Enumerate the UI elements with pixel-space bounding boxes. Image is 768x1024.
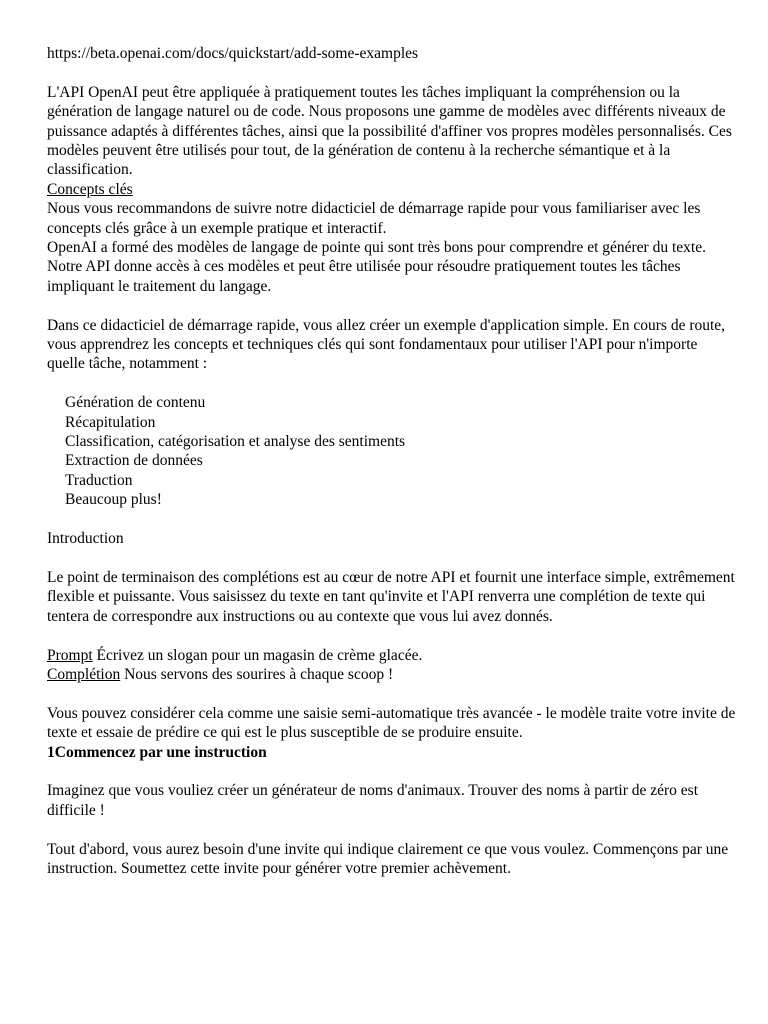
pet-paragraph: Imaginez que vous vouliez créer un générateur de noms d'animaux. Trouver des noms à partir de zéro est difficile ! xyxy=(47,782,698,819)
spacer xyxy=(47,296,737,315)
completions-paragraph: Le point de terminaison des complétions est au cœur de notre API et fournit une interface simple, extrêmement flexible et puissante. Vous saisissez du texte en tant qu'invite et l'API renverra une complétion de texte qui tentera de correspondre aux instructions ou au contexte que vous lui avez donnés. xyxy=(47,568,735,625)
autocomplete-paragraph: Vous pouvez considérer cela comme une saisie semi-automatique très avancée - le modèle traite votre invite de texte et essaie de prédire ce qui est le plus susceptible de se produire ensuite. xyxy=(47,704,736,742)
spacer xyxy=(47,626,737,645)
spacer xyxy=(47,684,737,703)
prompt-label[interactable]: Prompt xyxy=(47,646,93,664)
list-item: Récapitulation xyxy=(65,413,156,431)
spacer xyxy=(47,63,737,82)
spacer xyxy=(47,510,737,529)
step-heading xyxy=(47,743,737,762)
step-title: Commencez par une instruction xyxy=(54,743,267,761)
models-paragraph: OpenAI a formé des modèles de langage de pointe qui sont très bons pour comprendre et générer du texte. Notre API donne accès à ces modèles et peut être utilisée pour résoudre pratiquement toutes les tâches impliquant le traitement du langage. xyxy=(47,239,706,295)
introduction-heading: Introduction xyxy=(47,530,124,548)
completion-example xyxy=(47,665,737,684)
task-list xyxy=(47,393,737,509)
completion-label[interactable]: Complétion xyxy=(47,665,121,683)
quickstart-paragraph: Dans ce didacticiel de démarrage rapide, vous allez créer un exemple d'application simple. En cours de route, vous apprendrez les concepts et techniques clés qui sont fondamentaux pour utiliser l'API pour n'importe quelle tâche, notamment : xyxy=(47,316,726,373)
prompt-example xyxy=(47,646,737,665)
tutorial-sentence: Nous vous recommandons de suivre notre didacticiel de démarrage rapide pour vous familiariser avec les concepts clés grâce à un exemple pratique et interactif. xyxy=(47,200,701,237)
spacer xyxy=(47,374,737,393)
list-item: Traduction xyxy=(65,471,133,489)
list-item: Classification, catégorisation et analyse des sentiments xyxy=(65,433,406,451)
spacer xyxy=(47,762,737,781)
source-url: https://beta.openai.com/docs/quickstart/add-some-examples xyxy=(47,45,419,62)
spacer xyxy=(47,549,737,568)
prompt-text: Écrivez un slogan pour un magasin de crème glacée. xyxy=(92,646,423,664)
list-item: Beaucoup plus! xyxy=(65,491,162,509)
list-item: Génération de contenu xyxy=(65,394,206,412)
step-number: 1 xyxy=(47,743,55,761)
intro-paragraph: L'API OpenAI peut être appliquée à pratiquement toutes les tâches impliquant la compréhension ou la génération de langage naturel ou de code. Nous proposons une gamme de modèles avec différents niveaux de puissance adaptés à différentes tâches, ainsi que la possibilité d'affiner vos propres modèles personnalisés. Ces modèles peuvent être utilisés pour tout, de la génération de contenu à la recherche sémantique et à la classification. xyxy=(47,83,732,179)
list-item: Extraction de données xyxy=(65,452,203,470)
document-page xyxy=(47,44,737,878)
spacer xyxy=(47,820,737,839)
first-prompt-paragraph: Tout d'abord, vous aurez besoin d'une invite qui indique clairement ce que vous voulez. Commençons par une instruction. Soumettez cette invite pour générer votre premier achèvement. xyxy=(47,840,729,877)
completion-text: Nous servons des sourires à chaque scoop ! xyxy=(120,665,394,683)
key-concepts-link[interactable]: Concepts clés xyxy=(47,180,133,198)
